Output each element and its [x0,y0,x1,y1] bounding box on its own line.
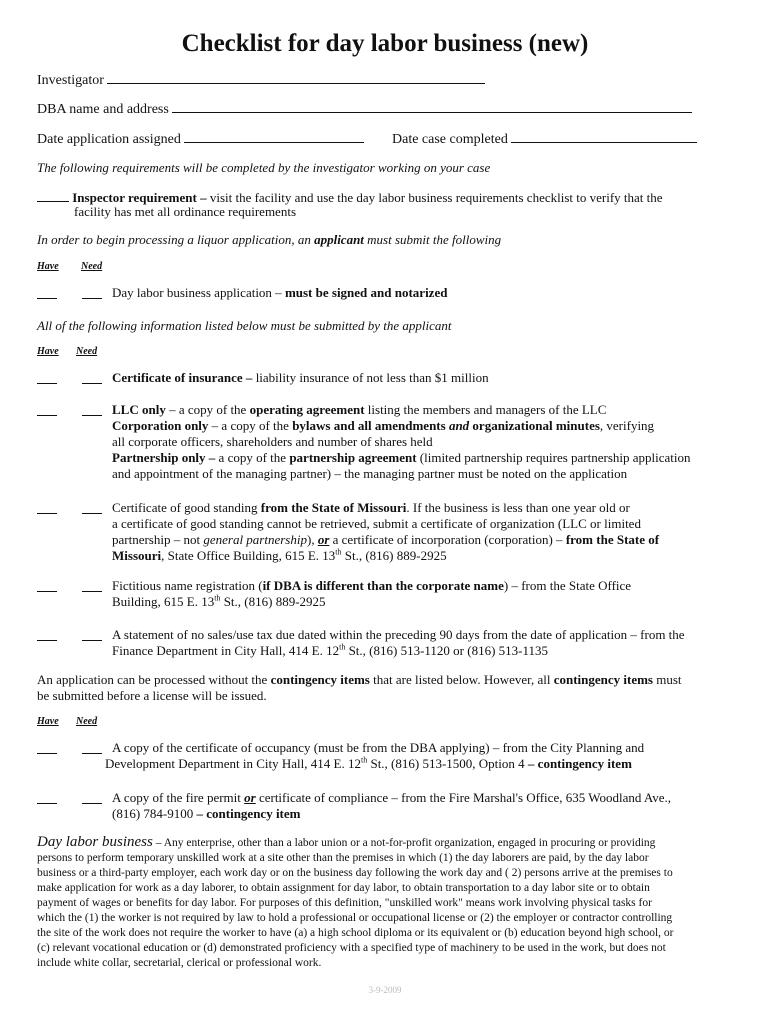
have-checkbox[interactable] [37,578,57,592]
llc-line-5: and appointment of the managing partner) – the managing partner must be noted on the application [112,466,628,481]
date-assigned-field[interactable] [37,130,364,148]
occupancy-line-2: Development Department in City Hall, 414 E. 12th St., (816) 513-1500, Option 4 – contingency item [105,755,632,771]
liquor-intro: In order to begin processing a liquor application, an applicant must submit the following [37,232,502,247]
definition-line-4: make application for work as a day laborer, to obtain assignment for day labor, to obtain transportation to a day labor site or to obtain [37,882,650,894]
have-checkbox[interactable] [37,402,57,416]
application-item: Day labor business application – must be signed and notarized [112,285,448,300]
checklist-row-insurance [37,370,102,388]
definition-line-1: Day labor business – Any enterprise, other than a labor union or a not-for-profit organization, engaged in procuring or providing [37,834,656,850]
checklist-row-no-tax [37,627,102,645]
need-checkbox[interactable] [82,500,102,514]
have-header: Have [37,716,59,727]
definition-line-3: business or a third-party employer, each work day or on the business day following the work day and ( 2) persons arrive at the premises to [37,867,673,879]
have-checkbox[interactable] [37,790,57,804]
have-header: Have [37,261,59,272]
need-header: Need [76,716,98,727]
contingency-note-line-2: be submitted before a license will be issued. [37,688,267,703]
need-checkbox[interactable] [82,790,102,804]
date-completed-label: Date case completed [392,132,508,147]
llc-line-1: LLC only – a copy of the operating agreement listing the members and managers of the LLC [112,402,607,417]
definition-line-9: include white collar, secretarial, clerical or professional work. [37,957,322,969]
no-tax-line-1: A statement of no sales/use tax due dated within the preceding 90 days from the date of application – from the [112,627,685,642]
date-assigned-label: Date application assigned [37,132,181,147]
need-checkbox[interactable] [82,578,102,592]
checklist-row-good-standing [37,500,102,518]
have-checkbox[interactable] [37,500,57,514]
checklist-row-application [37,285,102,303]
need-header: Need [81,261,103,272]
contingency-note-line-1: An application can be processed without the contingency items that are listed below. However, all contingency items must [37,672,682,687]
definition-term: Day labor business [37,834,153,850]
page-title: Checklist for day labor business (new) [181,30,589,57]
good-standing-line-1: Certificate of good standing from the State of Missouri. If the business is less than one year old or [112,500,630,515]
have-checkbox[interactable] [37,370,57,384]
investigator-field[interactable] [37,71,485,89]
dba-field[interactable] [37,100,692,118]
investigator-blank[interactable] [107,71,485,84]
inspector-requirement: Inspector requirement – visit the facility and use the day labor business requirements checklist to verify that the [37,188,663,206]
checklist-row-fire [37,790,102,808]
have-checkbox[interactable] [37,285,57,299]
need-checkbox[interactable] [82,285,102,299]
investigator-intro: The following requirements will be completed by the investigator working on your case [37,160,491,175]
definition-line-2: persons to perform temporary unskilled work at a site other than the premises in which (1) the day laborers are paid, by the day labor [37,852,649,864]
investigator-label: Investigator [37,73,104,88]
occupancy-line-1: A copy of the certificate of occupancy (must be from the DBA applying) – from the City Planning and [112,740,645,755]
date-assigned-blank[interactable] [184,130,364,143]
no-tax-line-2: Finance Department in City Hall, 414 E. 12th St., (816) 513-1120 or (816) 513-1135 [112,642,549,658]
need-checkbox[interactable] [82,627,102,641]
need-checkbox[interactable] [82,370,102,384]
need-checkbox[interactable] [82,402,102,416]
fictitious-line-1: Fictitious name registration (if DBA is different than the corporate name) – from the State Office [112,578,632,593]
checklist-row-llc [37,402,102,420]
fire-line-1: A copy of the fire permit or certificate of compliance – from the Fire Marshal's Office, 635 Woodland Ave., [112,790,672,805]
dba-label: DBA name and address [37,102,169,117]
have-header: Have [37,346,59,357]
inspector-check-blank[interactable] [37,188,69,202]
date-completed-blank[interactable] [511,130,697,143]
insurance-item: Certificate of insurance – liability insurance of not less than $1 million [112,370,489,385]
definition-line-7: the site of the work does not require the worker to have (a) a high school diploma or its equivalent or (b) education beyond high school, or [37,927,674,939]
definition-line-6: which the (1) the worker is not required by law to hold a professional or occupational license or (2) the employer or contractor controlling [37,912,673,924]
need-checkbox[interactable] [82,740,102,754]
inspector-label: Inspector requirement – [72,190,207,205]
good-standing-line-2: a certificate of good standing cannot be retrieved, submit a certificate of organization (LLC or limited [112,516,641,531]
date-completed-field[interactable] [392,130,697,148]
inspector-text-2: facility has met all ordinance requirements [74,204,296,219]
good-standing-line-4: Missouri, State Office Building, 615 E. 13th St., (816) 889-2925 [112,547,447,563]
llc-line-2: Corporation only – a copy of the bylaws and all amendments and organizational minutes, verifying [112,418,655,433]
checklist-row-occupancy [37,740,102,758]
have-checkbox[interactable] [37,627,57,641]
definition-line-5: payment of wages or benefits for day labor. For purposes of this definition, "unskilled work" means work involving physical tasks for [37,897,652,909]
all-following-intro: All of the following information listed below must be submitted by the applicant [37,318,452,333]
good-standing-line-3: partnership – not general partnership), or a certificate of incorporation (corporation) – from the State of [112,532,660,547]
definition-line-8: (c) relevant vocational education or (d) demonstrated proficiency with a specified type of machinery to be used in the work, but does not [37,942,666,954]
llc-line-4: Partnership only – a copy of the partnership agreement (limited partnership requires partnership application [112,450,691,465]
fictitious-line-2: Building, 615 E. 13th St., (816) 889-2925 [112,593,326,609]
need-header: Need [76,346,98,357]
fire-line-2: (816) 784-9100 – contingency item [112,806,301,821]
checklist-row-fictitious [37,578,102,596]
dba-blank[interactable] [172,100,692,113]
llc-line-3: all corporate officers, shareholders and number of shares held [112,434,433,449]
have-checkbox[interactable] [37,740,57,754]
footer-date: 3-9-2009 [368,985,402,995]
